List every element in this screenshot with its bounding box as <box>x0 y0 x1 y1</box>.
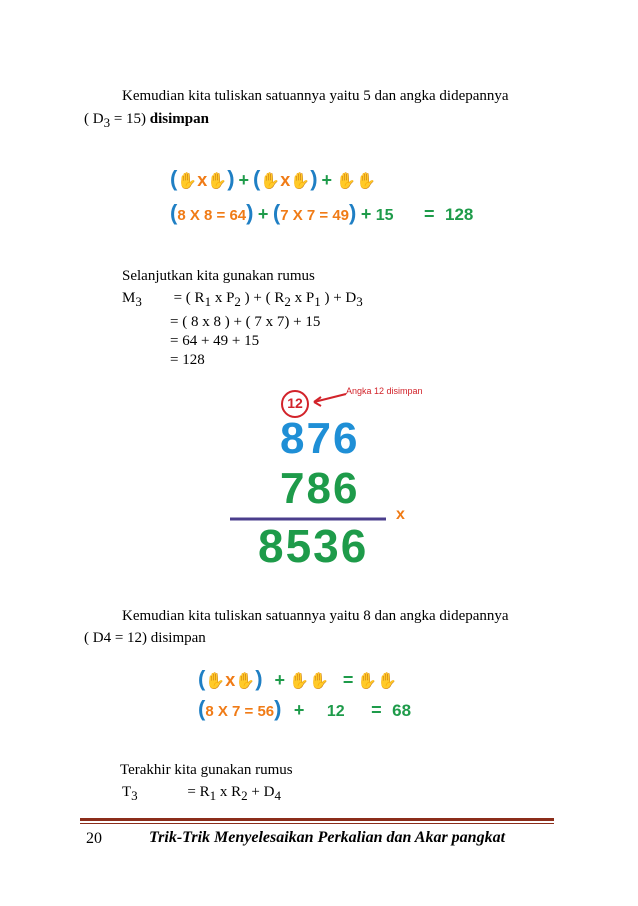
equals-sign: = <box>424 204 435 224</box>
equals-sign: = <box>371 700 382 720</box>
text: x R <box>216 784 242 800</box>
plus-sign: + <box>293 700 305 720</box>
text: + D <box>247 784 275 800</box>
page-number: 20 <box>86 830 102 847</box>
equals-sign: = <box>342 670 354 690</box>
result-value: 128 <box>445 205 474 224</box>
footer-rule-thin <box>80 823 554 824</box>
hand-icon: ✋ <box>290 171 311 190</box>
hand-icon: ✋ <box>377 671 398 690</box>
text: x P <box>290 290 315 306</box>
plus-sign: + <box>257 204 269 224</box>
finger-figure-1 <box>170 166 474 236</box>
formula-2-main <box>122 782 281 802</box>
hand-icon: ✋ <box>308 671 329 690</box>
finger-row-2: (8 X 7 = 56) + 12 = 68 <box>198 696 412 721</box>
hand-icon: ✋ <box>205 671 226 690</box>
subscript: 1 <box>209 788 217 803</box>
hand-icon: ✋ <box>336 171 356 190</box>
carry-note: Angka 12 disimpan <box>346 386 423 396</box>
subscript: 2 <box>241 788 248 803</box>
carry-number: 12 <box>287 395 303 411</box>
subscript: 2 <box>284 294 291 309</box>
plus-sign: + <box>274 670 286 690</box>
formula-1-step-1: = ( 8 x 8 ) + ( 7 x 7) + 15 <box>170 314 321 330</box>
subscript: 4 <box>274 788 281 803</box>
text: = 15) <box>110 111 150 127</box>
finger-figure-2 <box>198 666 438 726</box>
carry-value: 15 <box>375 207 394 224</box>
hand-icon: ✋ <box>355 171 376 190</box>
formula-2-intro: Terakhir kita gunakan rumus <box>120 762 293 778</box>
paragraph-2-line-2: ( D4 = 12) disimpan <box>84 630 206 646</box>
multiplier: 786 <box>280 464 360 513</box>
text: ) + ( R <box>240 290 285 306</box>
finger-row-1: (✋x✋) + ✋✋ = ✋✋ <box>198 666 398 691</box>
carry-value: 12 <box>326 703 345 720</box>
subscript: 3 <box>103 115 111 130</box>
product-label: 7 X 7 = 49 <box>280 207 350 224</box>
result-value: 68 <box>392 701 412 720</box>
finger-row-1: (✋x✋) + (✋x✋) + ✋✋ <box>170 166 376 191</box>
plus-sign: + <box>238 170 250 190</box>
times-sign: x <box>280 170 291 190</box>
subscript: 1 <box>204 294 212 309</box>
subscript: 3 <box>131 788 138 803</box>
paragraph-2-line-1: Kemudian kita tuliskan satuannya yaitu 8 dan angka didepannya <box>122 608 509 624</box>
product-label: 8 X 7 = 56 <box>205 703 275 720</box>
formula-1-main <box>122 288 363 308</box>
hand-icon: ✋ <box>235 671 256 690</box>
finger-row-2: (8 X 8 = 64) + (7 X 7 = 49) + 15 = 128 <box>170 200 474 225</box>
times-sign: x <box>225 670 236 690</box>
times-sign: x <box>197 170 208 190</box>
multiplicand: 876 <box>280 414 360 463</box>
hand-icon: ✋ <box>177 171 198 190</box>
hand-icon: ✋ <box>260 171 281 190</box>
multiplication-figure <box>228 380 458 575</box>
text: M <box>122 290 136 306</box>
product-result: 8536 <box>258 520 369 572</box>
text: T <box>122 784 132 800</box>
hand-icon: ✋ <box>207 171 228 190</box>
text: = R <box>187 784 210 800</box>
paragraph-1-line-1: Kemudian kita tuliskan satuannya yaitu 5 dan angka didepannya <box>122 88 509 104</box>
formula-1-intro: Selanjutkan kita gunakan rumus <box>122 268 315 284</box>
text: ( D <box>84 111 104 127</box>
text: ) + D <box>320 290 357 306</box>
footer-title: Trik-Trik Menyelesaikan Perkalian dan Akar pangkat <box>149 829 506 846</box>
text: = ( R <box>173 290 205 306</box>
product-label: 8 X 8 = 64 <box>177 207 247 224</box>
plus-sign: + <box>360 204 372 224</box>
bold-word: disimpan <box>149 111 209 127</box>
text: x P <box>211 290 235 306</box>
subscript: 3 <box>135 294 142 309</box>
plus-sign: + <box>321 170 333 190</box>
subscript: 3 <box>356 294 363 309</box>
subscript: 2 <box>234 294 241 309</box>
hand-icon: ✋ <box>357 671 378 690</box>
times-sign: x <box>396 506 405 523</box>
formula-1-step-3: = 128 <box>170 352 205 368</box>
paragraph-1-line-2 <box>84 109 209 129</box>
hand-icon: ✋ <box>289 671 309 690</box>
formula-1-step-2: = 64 + 49 + 15 <box>170 333 260 349</box>
subscript: 1 <box>314 294 321 309</box>
footer-rule-thick <box>80 818 554 821</box>
